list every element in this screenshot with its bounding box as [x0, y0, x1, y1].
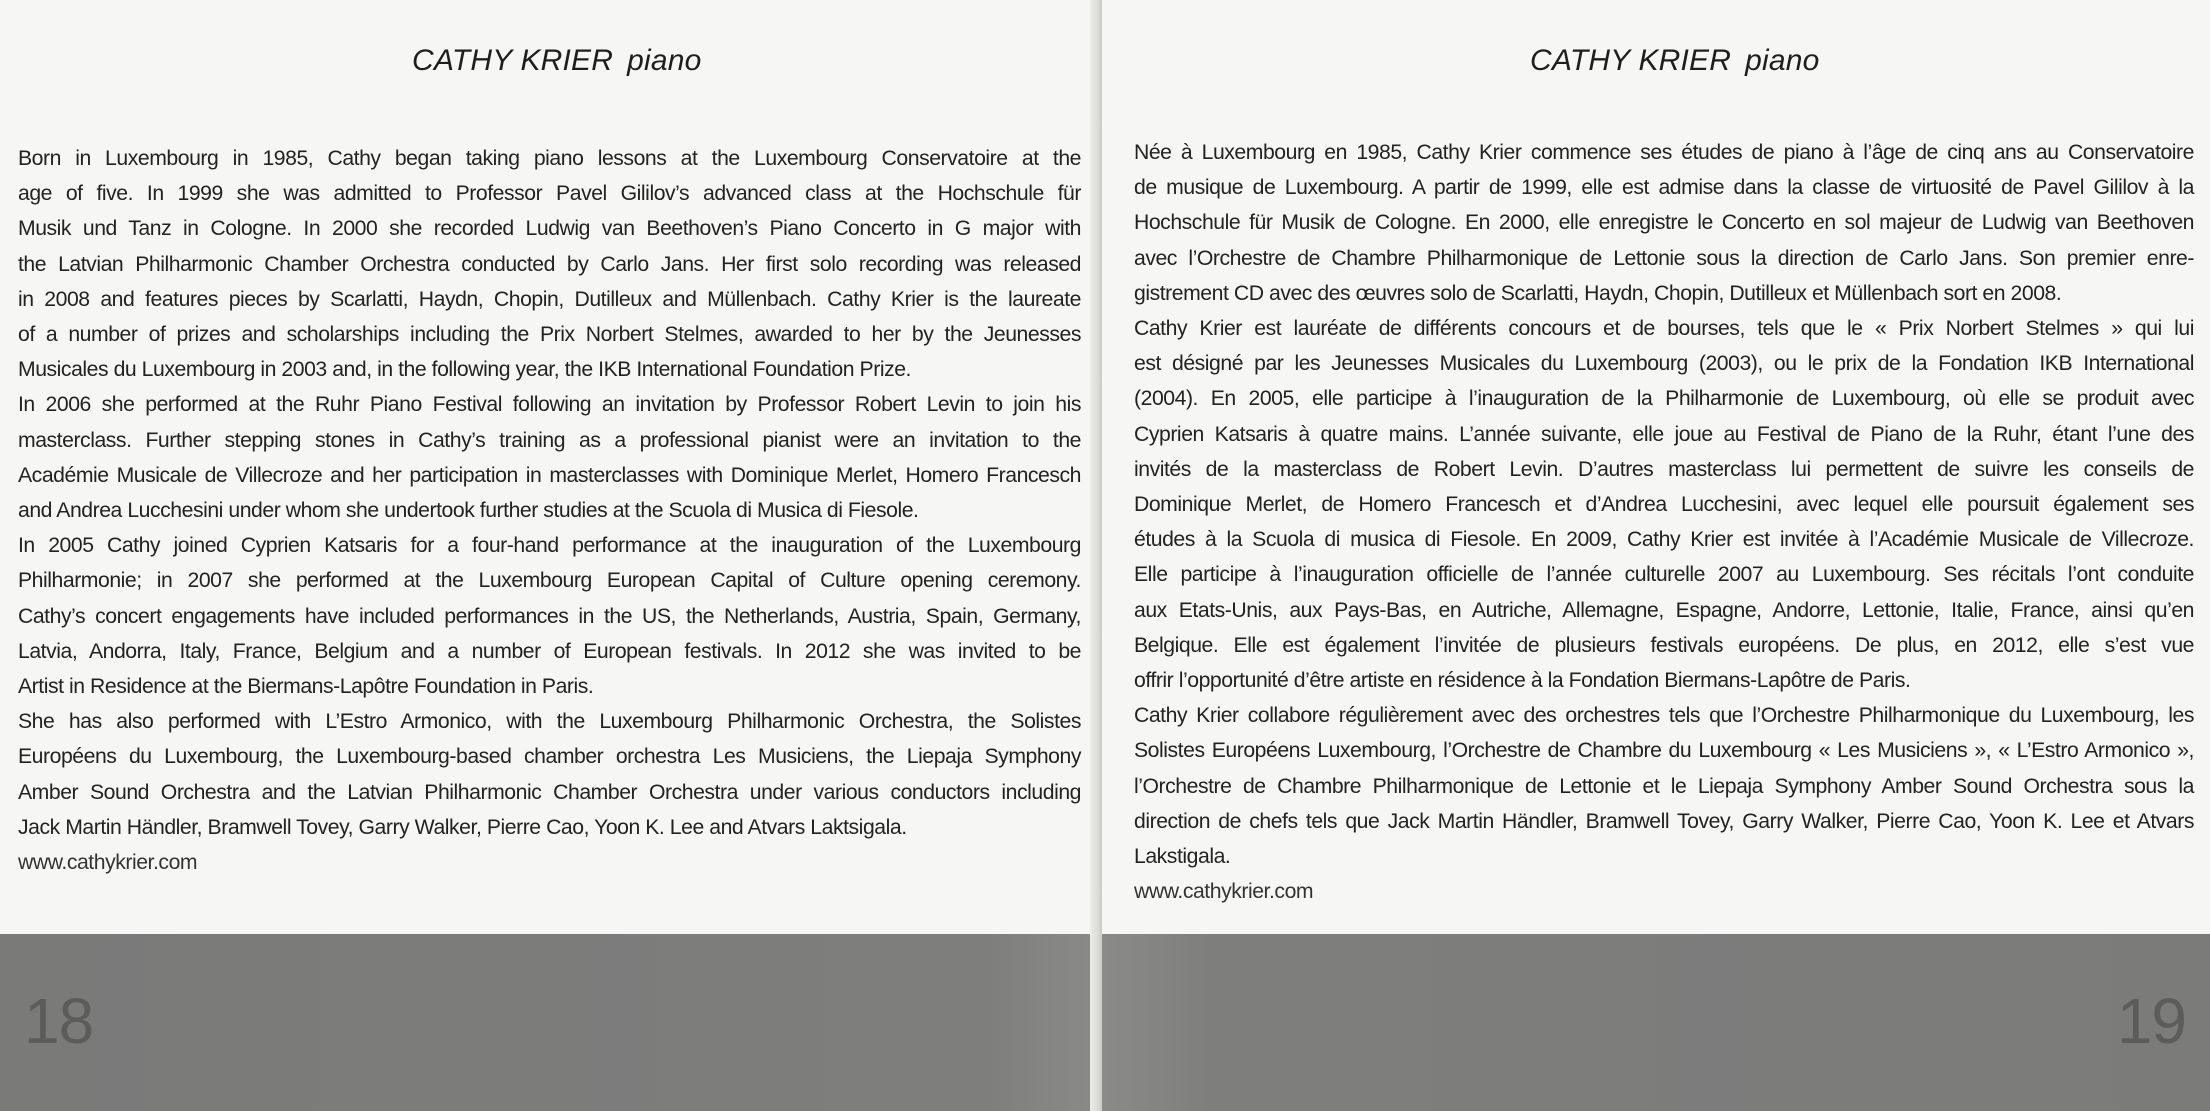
artist-instrument: piano: [627, 44, 702, 77]
text-line: Cyprien Katsaris à quatre mains. L’année suivante, elle joue au Festival de Piano de la Ruhr, étant l’une des: [1134, 422, 2194, 446]
text-line: études à la Scuola di musica di Fiesole. En 2009, Cathy Krier est invitée à l’Académie Musicale de Villecroze.: [1134, 528, 2194, 552]
biography-paragraph: [1134, 135, 2194, 311]
text-line: of a number of prizes and scholarships including the Prix Norbert Stelmes, awarded to her by the Jeunesses: [18, 323, 1081, 347]
page-title: [412, 44, 702, 78]
text-line: Académie Musicale de Villecroze and her participation in masterclasses with Dominique Merlet, Homero Francesch: [18, 463, 1081, 487]
text-line: Cathy Krier collabore régulièrement avec des orchestres tels que l’Orchestre Philharmonique du Luxembourg, les: [1134, 704, 2194, 728]
artist-name: CATHY KRIER: [412, 44, 614, 77]
text-line: In 2006 she performed at the Ruhr Piano Festival following an invitation by Professor Robert Levin to join his: [18, 393, 1081, 417]
biography-paragraph: [18, 704, 1081, 845]
text-line: invités de la masterclass de Robert Levin. D’autres masterclass lui permettent de suivre les conseils de: [1134, 457, 2194, 481]
text-line: Solistes Européens Luxembourg, l’Orchestre de Chambre du Luxembourg « Les Musiciens », « L’Estro Armonico »,: [1134, 739, 2194, 763]
artist-instrument: piano: [1745, 44, 1820, 77]
text-line: Musicales du Luxembourg in 2003 and, in the following year, the IKB International Foundation Prize.: [18, 358, 911, 382]
text-line: masterclass. Further stepping stones in Cathy’s training as a professional pianist were an invitation to the: [18, 428, 1081, 452]
page-title: [1530, 44, 1820, 78]
text-line: de musique de Luxembourg. A partir de 1999, elle est admise dans la classe de virtuosité de Pavel Gililov à la: [1134, 176, 2194, 200]
text-line: aux Etats-Unis, aux Pays-Bas, en Autriche, Allemagne, Espagne, Andorre, Lettonie, Italie, France, ainsi qu’en: [1134, 598, 2194, 622]
text-line: Belgique. Elle est également l’invitée de plusieurs festivals européens. De plus, en 2012, elle s’est vue: [1134, 633, 2194, 657]
text-line: offrir l’opportunité d’être artiste en résidence à la Fondation Biermans-Lapôtre de Paris.: [1134, 669, 1911, 693]
text-line: Jack Martin Händler, Bramwell Tovey, Garry Walker, Pierre Cao, Yoon K. Lee and Atvars Laktsigala.: [18, 815, 907, 839]
page-number: 19: [2116, 985, 2186, 1057]
text-line: l’Orchestre de Chambre Philharmonique de Lettonie et le Liepaja Symphony Amber Sound Orchestra sous la: [1134, 774, 2194, 798]
text-line: Latvia, Andorra, Italy, France, Belgium and a number of European festivals. In 2012 she was invited to be: [18, 639, 1081, 663]
text-line: Artist in Residence at the Biermans-Lapôtre Foundation in Paris.: [18, 675, 594, 699]
biography-paragraph: [1134, 311, 2194, 698]
footer-band: [0, 934, 1096, 1111]
website-link[interactable]: www.cathykrier.com: [18, 851, 198, 875]
text-line: Lakstigala.: [1134, 845, 1231, 869]
biography-paragraph: [1134, 698, 2194, 874]
website-link[interactable]: www.cathykrier.com: [1134, 880, 1314, 904]
text-line: avec l’Orchestre de Chambre Philharmonique de Lettonie sous la direction de Carlo Jans. Son premier enre-: [1134, 246, 2194, 270]
text-line: Philharmonie; in 2007 she performed at the Luxembourg European Capital of Culture opening ceremony.: [18, 569, 1081, 593]
artist-name: CATHY KRIER: [1530, 44, 1732, 77]
text-line: direction de chefs tels que Jack Martin Händler, Bramwell Tovey, Garry Walker, Pierre Cao, Yoon K. Lee et Atvars: [1134, 809, 2194, 833]
text-line: Elle participe à l’inauguration officielle de l’année culturelle 2007 au Luxembourg. Ses récitals l’ont conduite: [1134, 563, 2194, 587]
text-line: in 2008 and features pieces by Scarlatti, Haydn, Chopin, Dutilleux and Müllenbach. Cathy Krier is the laureate: [18, 287, 1081, 311]
text-line: Musik und Tanz in Cologne. In 2000 she recorded Ludwig van Beethoven’s Piano Concerto in G major with: [18, 217, 1081, 241]
text-line: age of five. In 1999 she was admitted to Professor Pavel Gililov’s advanced class at the Hochschule für: [18, 182, 1081, 206]
biography-paragraph: [18, 387, 1081, 528]
biography-text-english: [18, 141, 1081, 880]
text-line: and Andrea Lucchesini under whom she undertook further studies at the Scuola di Musica di Fiesole.: [18, 499, 919, 523]
text-line: Dominique Merlet, de Homero Francesch et d’Andrea Lucchesini, avec lequel elle poursuit également ses: [1134, 493, 2194, 517]
biography-paragraph: [18, 141, 1081, 387]
text-line: Née à Luxembourg en 1985, Cathy Krier commence ses études de piano à l’âge de cinq ans au Conservatoire: [1134, 141, 2194, 164]
page-left: [0, 0, 1096, 1111]
text-line: Européens du Luxembourg, the Luxembourg-based chamber orchestra Les Musiciens, the Liepaja Symphony: [18, 745, 1081, 769]
text-line: She has also performed with L’Estro Armonico, with the Luxembourg Philharmonic Orchestra, the Solistes: [18, 710, 1081, 734]
page-right: [1102, 0, 2210, 1111]
biography-paragraph: [18, 528, 1081, 704]
text-line: Cathy’s concert engagements have included performances in the US, the Netherlands, Austria, Spain, Germany,: [18, 604, 1081, 628]
biography-text-french: [1134, 135, 2194, 909]
text-line: est désigné par les Jeunesses Musicales du Luxembourg (2003), ou le prix de la Fondation IKB International: [1134, 352, 2194, 376]
text-line: (2004). En 2005, elle participe à l’inauguration de la Philharmonie de Luxembourg, où elle se produit avec: [1134, 387, 2194, 411]
text-line: Hochschule für Musik de Cologne. En 2000, elle enregistre le Concerto en sol majeur de Ludwig van Beethoven: [1134, 211, 2194, 235]
page-number: 18: [24, 985, 94, 1057]
text-line: gistrement CD avec des œuvres solo de Scarlatti, Haydn, Chopin, Dutilleux et Müllenbach sort en 2008.: [1134, 281, 2062, 305]
footer-band: [1102, 934, 2210, 1111]
text-line: Cathy Krier est lauréate de différents concours et de bourses, tels que le « Prix Norbert Stelmes » qui lui: [1134, 317, 2194, 341]
text-line: the Latvian Philharmonic Chamber Orchestra conducted by Carlo Jans. Her first solo recording was released: [18, 252, 1081, 276]
text-line: Born in Luxembourg in 1985, Cathy began taking piano lessons at the Luxembourg Conservatoire at the: [18, 147, 1081, 170]
text-line: Amber Sound Orchestra and the Latvian Philharmonic Chamber Orchestra under various conductors including: [18, 780, 1081, 804]
text-line: In 2005 Cathy joined Cyprien Katsaris for a four-hand performance at the inauguration of the Luxembourg: [18, 534, 1081, 558]
